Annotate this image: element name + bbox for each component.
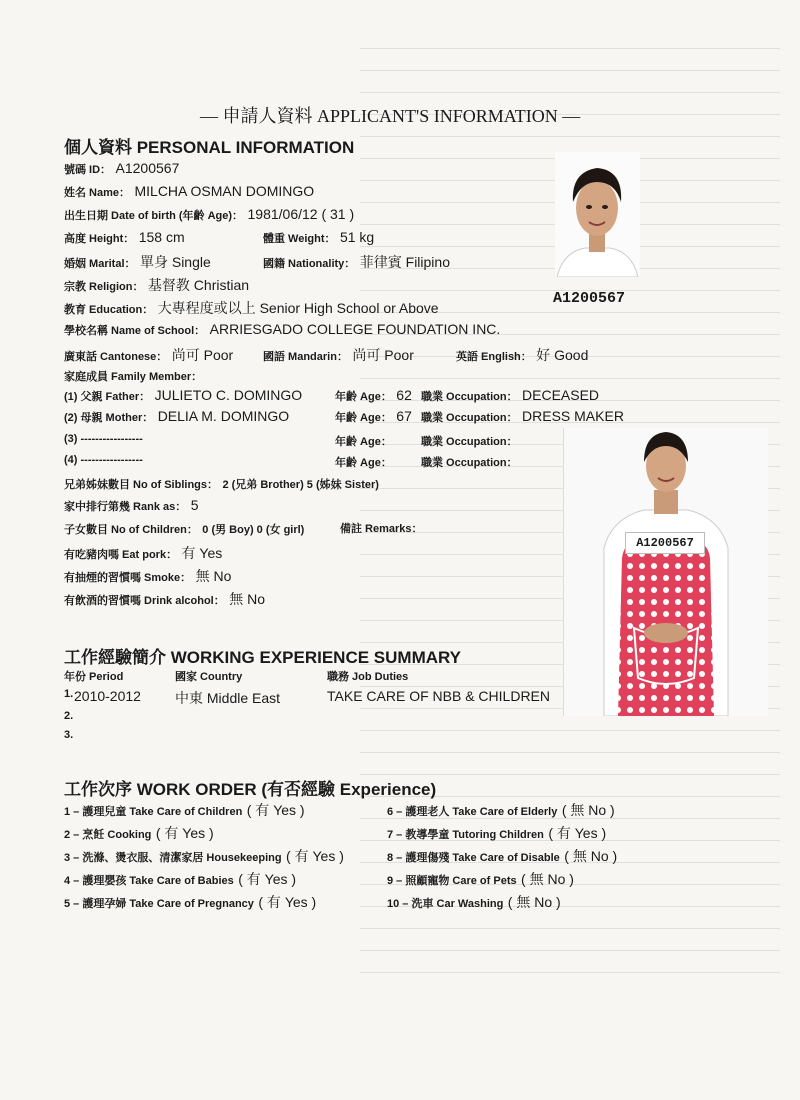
family-row [64,408,289,426]
work-summary-heading: 工作經驗簡介 WORKING EXPERIENCE SUMMARY [64,648,462,667]
work-order-label: 3 – 洗滌、燙衣服、清潔家居 Housekeeping [64,852,282,864]
school-label: 學校名稱 Name of School： [64,325,206,337]
height-label: 高度 Height： [64,233,135,245]
weight-label: 體重 Weight： [263,233,336,245]
id-row [64,160,179,178]
religion-value: 基督教 Christian [147,277,250,293]
name-value: MILCHA OSMAN DOMINGO [134,183,315,199]
work-order-label: 5 – 護理孕婦 Take Care of Pregnancy [64,898,254,910]
remarks-label: 備註 Remarks： [340,523,423,535]
family-relation-label: (4) ----------------- [64,454,143,466]
work-row-number: 3. [64,729,74,741]
name-label: 姓名 Name： [64,187,131,199]
work-order-item [387,869,574,889]
work-order-label: 6 – 護理老人 Take Care of Elderly [387,806,558,818]
children-value: 0 (男 Boy) 0 (女 girl) [202,524,305,536]
education-value: 大專程度或以上 Senior High School or Above [157,300,439,316]
work-order-label: 8 – 護理傷殘 Take Care of Disable [387,852,560,864]
work-order-value: ( 有 Yes ) [155,825,214,841]
pork-value: 有 Yes [181,545,223,561]
work-row-number: 2. [64,710,74,722]
work-order-value: ( 無 No ) [564,848,618,864]
work-order-value: ( 有 Yes ) [286,848,344,864]
id-value: A1200567 [115,160,180,176]
religion-row [64,275,249,295]
siblings-value: 2 (兄弟 Brother) 5 (姊妹 Sister) [222,479,379,491]
work-order-item [64,892,316,912]
mandarin-value: 尚可 Poor [352,347,414,363]
family-occupation [421,408,624,426]
school-value: ARRIESGADO COLLEGE FOUNDATION INC. [209,321,501,337]
height-row [64,229,185,247]
cantonese-label: 廣東話 Cantonese： [64,351,168,363]
work-order-item [64,846,344,866]
family-age-label: 年齡 Age： [335,436,392,448]
work-order-label: 1 – 護理兒童 Take Care of Children [64,806,243,818]
family-age-value: 62 [396,387,412,403]
work-order-item [387,846,617,866]
cantonese-value: 尚可 Poor [171,347,234,363]
siblings-row [64,475,379,493]
work-order-value: ( 有 Yes ) [548,825,607,841]
col-period-header: 年份 Period [64,671,124,683]
family-relation-label: (1) 父親 Father： [64,391,151,403]
work-order-label: 4 – 護理嬰孩 Take Care of Babies [64,875,234,887]
personal-info-heading: 個人資料 PERSONAL INFORMATION [64,138,355,157]
rank-label: 家中排行第幾 Rank as： [64,501,187,513]
dob-row [64,206,354,224]
id-label: 號碼 ID： [64,164,112,176]
family-age-label: 年齡 Age： [335,391,392,403]
family-age-label: 年齡 Age： [335,457,392,469]
family-age [335,408,412,426]
work-order-value: ( 有 Yes ) [238,871,297,887]
family-occupation-label: 職業 Occupation： [421,436,518,448]
work-period: 2010-2012 [74,688,141,704]
col-duties-header: 職務 Job Duties [327,671,409,683]
smoke-value: 無 No [195,568,232,584]
family-name: DELIA M. DOMINGO [157,408,290,424]
alcohol-row [64,589,265,609]
work-order-label: 7 – 教導學童 Tutoring Children [387,829,544,841]
family-name: JULIETO C. DOMINGO [154,387,303,403]
marital-label: 婚姻 Marital： [64,258,136,270]
family-age-value: 67 [396,408,412,424]
nationality-value: 菲律賓 Filipino [359,254,450,270]
photo-id-label: A1200567 [553,290,626,307]
alcohol-label: 有飲酒的習慣嗎 Drink alcohol： [64,595,225,607]
pork-row [64,543,222,563]
english-label: 英語 English： [456,351,532,363]
mandarin-row [263,345,414,365]
weight-value: 51 kg [339,229,375,245]
work-order-value: ( 無 No ) [521,871,574,887]
education-row [64,298,439,318]
page-title: — 申請人資料 APPLICANT'S INFORMATION — [200,106,581,126]
weight-row [263,229,374,247]
children-row [64,520,304,538]
family-members-label: 家庭成員 Family Member： [64,371,203,383]
family-occupation-label: 職業 Occupation： [421,457,518,469]
height-value: 158 cm [138,229,185,245]
family-row [64,387,302,405]
education-label: 教育 Education： [64,304,154,316]
full-body-photo [563,428,768,716]
work-order-label: 10 – 洗車 Car Washing [387,898,504,910]
family-occupation-label: 職業 Occupation： [421,391,518,403]
work-country: 中東 Middle East [175,690,281,706]
work-row-number: 1. [64,688,74,700]
dob-value: 1981/06/12 ( 31 ) [247,206,355,222]
alcohol-value: 無 No [229,591,265,607]
english-value: 好 Good [536,347,589,363]
work-order-value: ( 無 No ) [507,894,561,910]
full-body-illustration [564,428,768,716]
family-occupation-value: DRESS MAKER [522,408,624,424]
english-row [456,345,588,365]
smoke-row [64,566,231,586]
work-order-value: ( 有 Yes ) [246,802,305,818]
work-order-heading: 工作次序 WORK ORDER (有否經驗 Experience) [64,780,437,799]
photo-id-card: A1200567 [625,532,705,554]
work-order-label: 2 – 烹飪 Cooking [64,829,152,841]
work-order-value: ( 無 No ) [561,802,615,818]
work-order-item [64,800,305,820]
family-age-label: 年齡 Age： [335,412,392,424]
nationality-label: 國籍 Nationality： [263,258,356,270]
cantonese-row [64,345,233,365]
work-order-item [64,869,296,889]
religion-label: 宗教 Religion： [64,281,144,293]
nationality-row [263,252,450,272]
name-row [64,183,314,201]
siblings-label: 兄弟姊妹數目 No of Siblings： [64,479,218,491]
work-duties: TAKE CARE OF NBB & CHILDREN [327,688,551,704]
children-label: 子女數目 No of Children： [64,524,198,536]
headshot-illustration [555,152,640,277]
smoke-label: 有抽煙的習慣嗎 Smoke： [64,572,192,584]
work-order-item [387,800,615,820]
rank-value: 5 [190,497,199,513]
mandarin-label: 國語 Mandarin： [263,351,348,363]
school-row [64,321,500,339]
work-order-item [387,892,561,912]
work-order-item [64,823,214,843]
family-occupation-value: DECEASED [522,387,600,403]
work-order-label: 9 – 照顧寵物 Care of Pets [387,875,517,887]
family-age [335,387,412,405]
marital-value: 單身 Single [139,254,211,270]
family-occupation-label: 職業 Occupation： [421,412,518,424]
work-order-value: ( 有 Yes ) [258,894,317,910]
work-order-item [387,823,606,843]
pork-label: 有吃豬肉嗎 Eat pork： [64,549,178,561]
col-country-header: 國家 Country [175,671,243,683]
dob-label: 出生日期 Date of birth (年齡 Age)： [64,210,244,222]
marital-row [64,252,211,272]
family-occupation [421,387,599,405]
rank-row [64,497,199,515]
family-relation-label: (2) 母親 Mother： [64,412,154,424]
headshot-photo [555,152,640,277]
family-relation-label: (3) ----------------- [64,433,143,445]
